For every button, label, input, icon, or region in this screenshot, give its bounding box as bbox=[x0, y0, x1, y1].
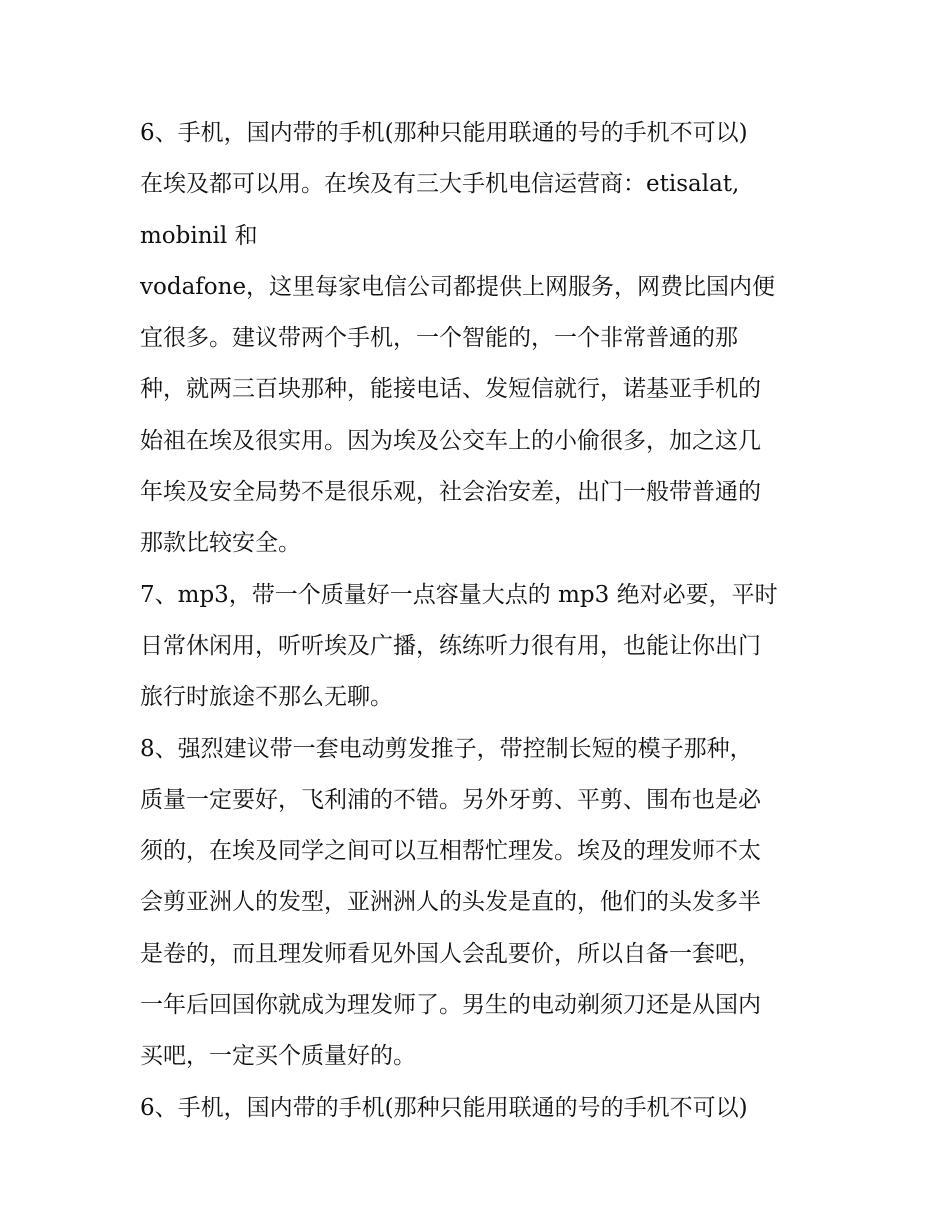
text-line: 买吧，一定买个质量好的。 bbox=[140, 1043, 416, 1070]
text-line: 8、强烈建议带一套电动剪发推子，带控制长短的模子那种， bbox=[140, 735, 753, 762]
text-line: 7、mp3，带一个质量好一点容量大点的 mp3 绝对必要，平时 bbox=[140, 581, 778, 608]
text-line: 日常休闲用，听听埃及广播，练练听力很有用，也能让你出门 bbox=[140, 632, 761, 659]
text-line: 始祖在埃及很实用。因为埃及公交车上的小偷很多，加之这几 bbox=[140, 427, 761, 454]
text-line: 旅行时旅途不那么无聊。 bbox=[140, 684, 393, 711]
text-line: mobinil 和 bbox=[140, 222, 258, 249]
text-line: 年埃及安全局势不是很乐观，社会治安差，出门一般带普通的 bbox=[140, 479, 761, 506]
text-line: 会剪亚洲人的发型，亚洲洲人的头发是直的，他们的头发多半 bbox=[140, 889, 761, 916]
text-line: 须的，在埃及同学之间可以互相帮忙理发。埃及的理发师不太 bbox=[140, 838, 761, 865]
text-line: vodafone，这里每家电信公司都提供上网服务，网费比国内便 bbox=[140, 273, 776, 300]
document-body bbox=[140, 108, 820, 1134]
text-line: 6、手机，国内带的手机(那种只能用联通的号的手机不可以) bbox=[140, 120, 748, 146]
text-line: 质量一定要好，飞利浦的不错。另外牙剪、平剪、围布也是必 bbox=[140, 786, 761, 813]
text-line: 宜很多。建议带两个手机，一个智能的，一个非常普通的那 bbox=[140, 325, 738, 352]
text-line: 6、手机，国内带的手机(那种只能用联通的号的手机不可以) bbox=[140, 1094, 748, 1121]
text-line: 种，就两三百块那种，能接电话、发短信就行，诺基亚手机的 bbox=[140, 376, 761, 403]
text-line: 在埃及都可以用。在埃及有三大手机电信运营商：etisalat, bbox=[140, 171, 740, 198]
text-line: 那款比较安全。 bbox=[140, 530, 301, 557]
text-line: 一年后回国你就成为理发师了。男生的电动剃须刀还是从国内 bbox=[140, 992, 761, 1019]
text-line: 是卷的，而且理发师看见外国人会乱要价，所以自备一套吧， bbox=[140, 940, 761, 967]
